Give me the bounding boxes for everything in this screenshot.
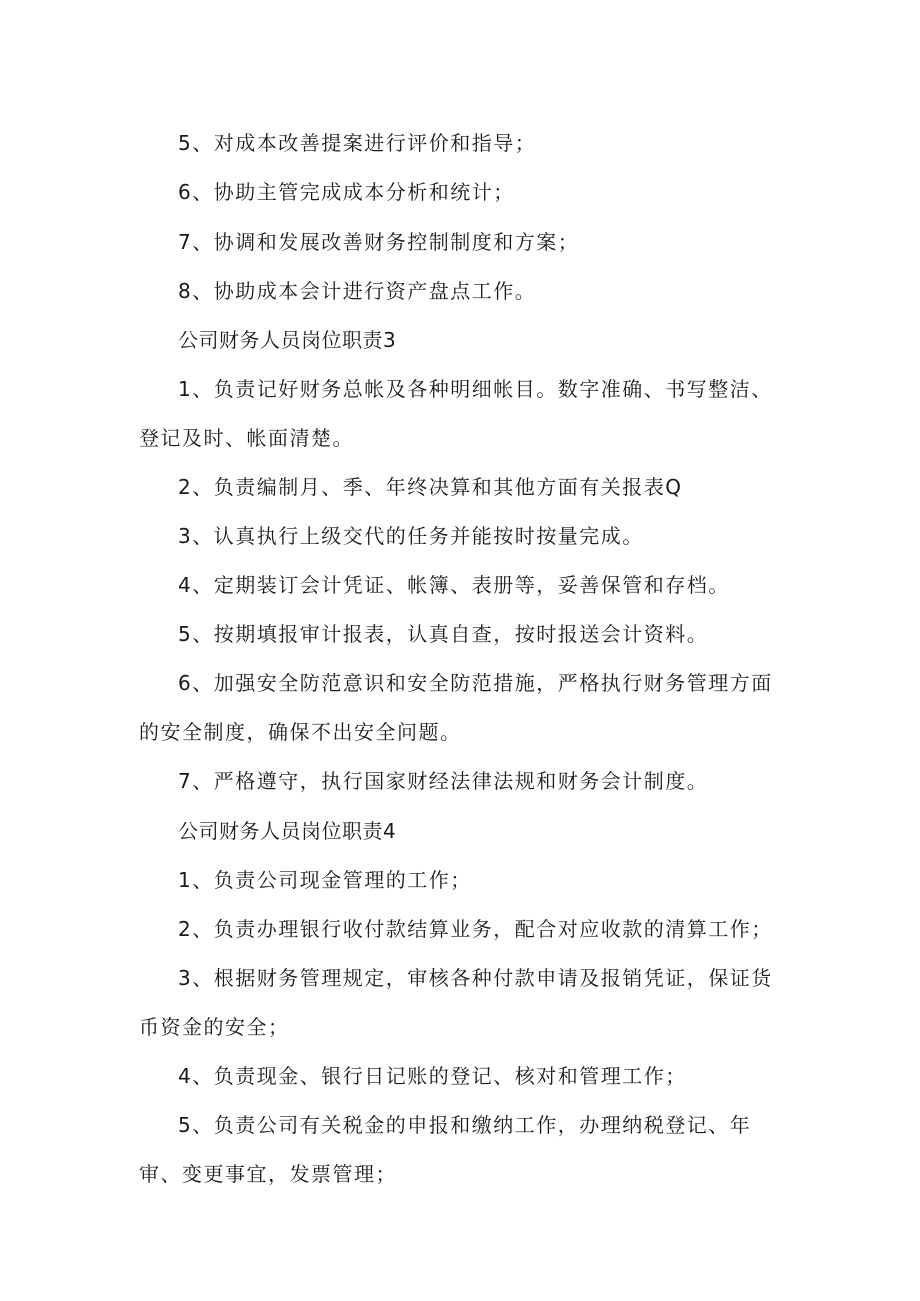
list-item: 4、定期装订会计凭证、帐簿、表册等，妥善保管和存档。 <box>178 573 730 597</box>
list-item: 6、加强安全防范意识和安全防范措施，严格执行财务管理方面 <box>178 671 773 695</box>
list-item: 1、负责公司现金管理的工作； <box>178 868 472 892</box>
list-item: 5、对成本改善提案进行评价和指导； <box>178 131 537 155</box>
list-item: 2、负责编制月、季、年终决算和其他方面有关报表Q <box>178 475 683 499</box>
list-item: 5、负责公司有关税金的申报和缴纳工作，办理纳税登记、年 <box>178 1113 752 1137</box>
list-item: 3、根据财务管理规定，审核各种付款申请及报销凭证，保证货 <box>178 966 773 990</box>
list-item: 3、认真执行上级交代的任务并能按时按量完成。 <box>178 524 644 548</box>
list-item-continuation: 登记及时、帐面清楚。 <box>139 426 354 450</box>
list-item: 7、协调和发展改善财务控制制度和方案； <box>178 230 580 254</box>
list-item: 7、严格遵守，执行国家财经法律法规和财务会计制度。 <box>178 769 709 793</box>
list-item: 1、负责记好财务总帐及各种明细帐目。数字准确、书写整洁、 <box>178 377 773 401</box>
list-item: 8、协助成本会计进行资产盘点工作。 <box>178 279 537 303</box>
list-item-continuation: 币资金的安全； <box>139 1015 290 1039</box>
section-heading: 公司财务人员岗位职责4 <box>178 819 397 843</box>
list-item: 4、负责现金、银行日记账的登记、核对和管理工作； <box>178 1064 687 1088</box>
list-item-continuation: 的安全制度，确保不出安全问题。 <box>139 720 462 744</box>
list-item: 5、按期填报审计报表，认真自查，按时报送会计资料。 <box>178 622 709 646</box>
list-item: 6、协助主管完成成本分析和统计； <box>178 180 515 204</box>
section-heading: 公司财务人员岗位职责3 <box>178 328 397 352</box>
list-item-continuation: 审、变更事宜，发票管理； <box>139 1162 397 1186</box>
list-item: 2、负责办理银行收付款结算业务，配合对应收款的清算工作； <box>178 917 773 941</box>
